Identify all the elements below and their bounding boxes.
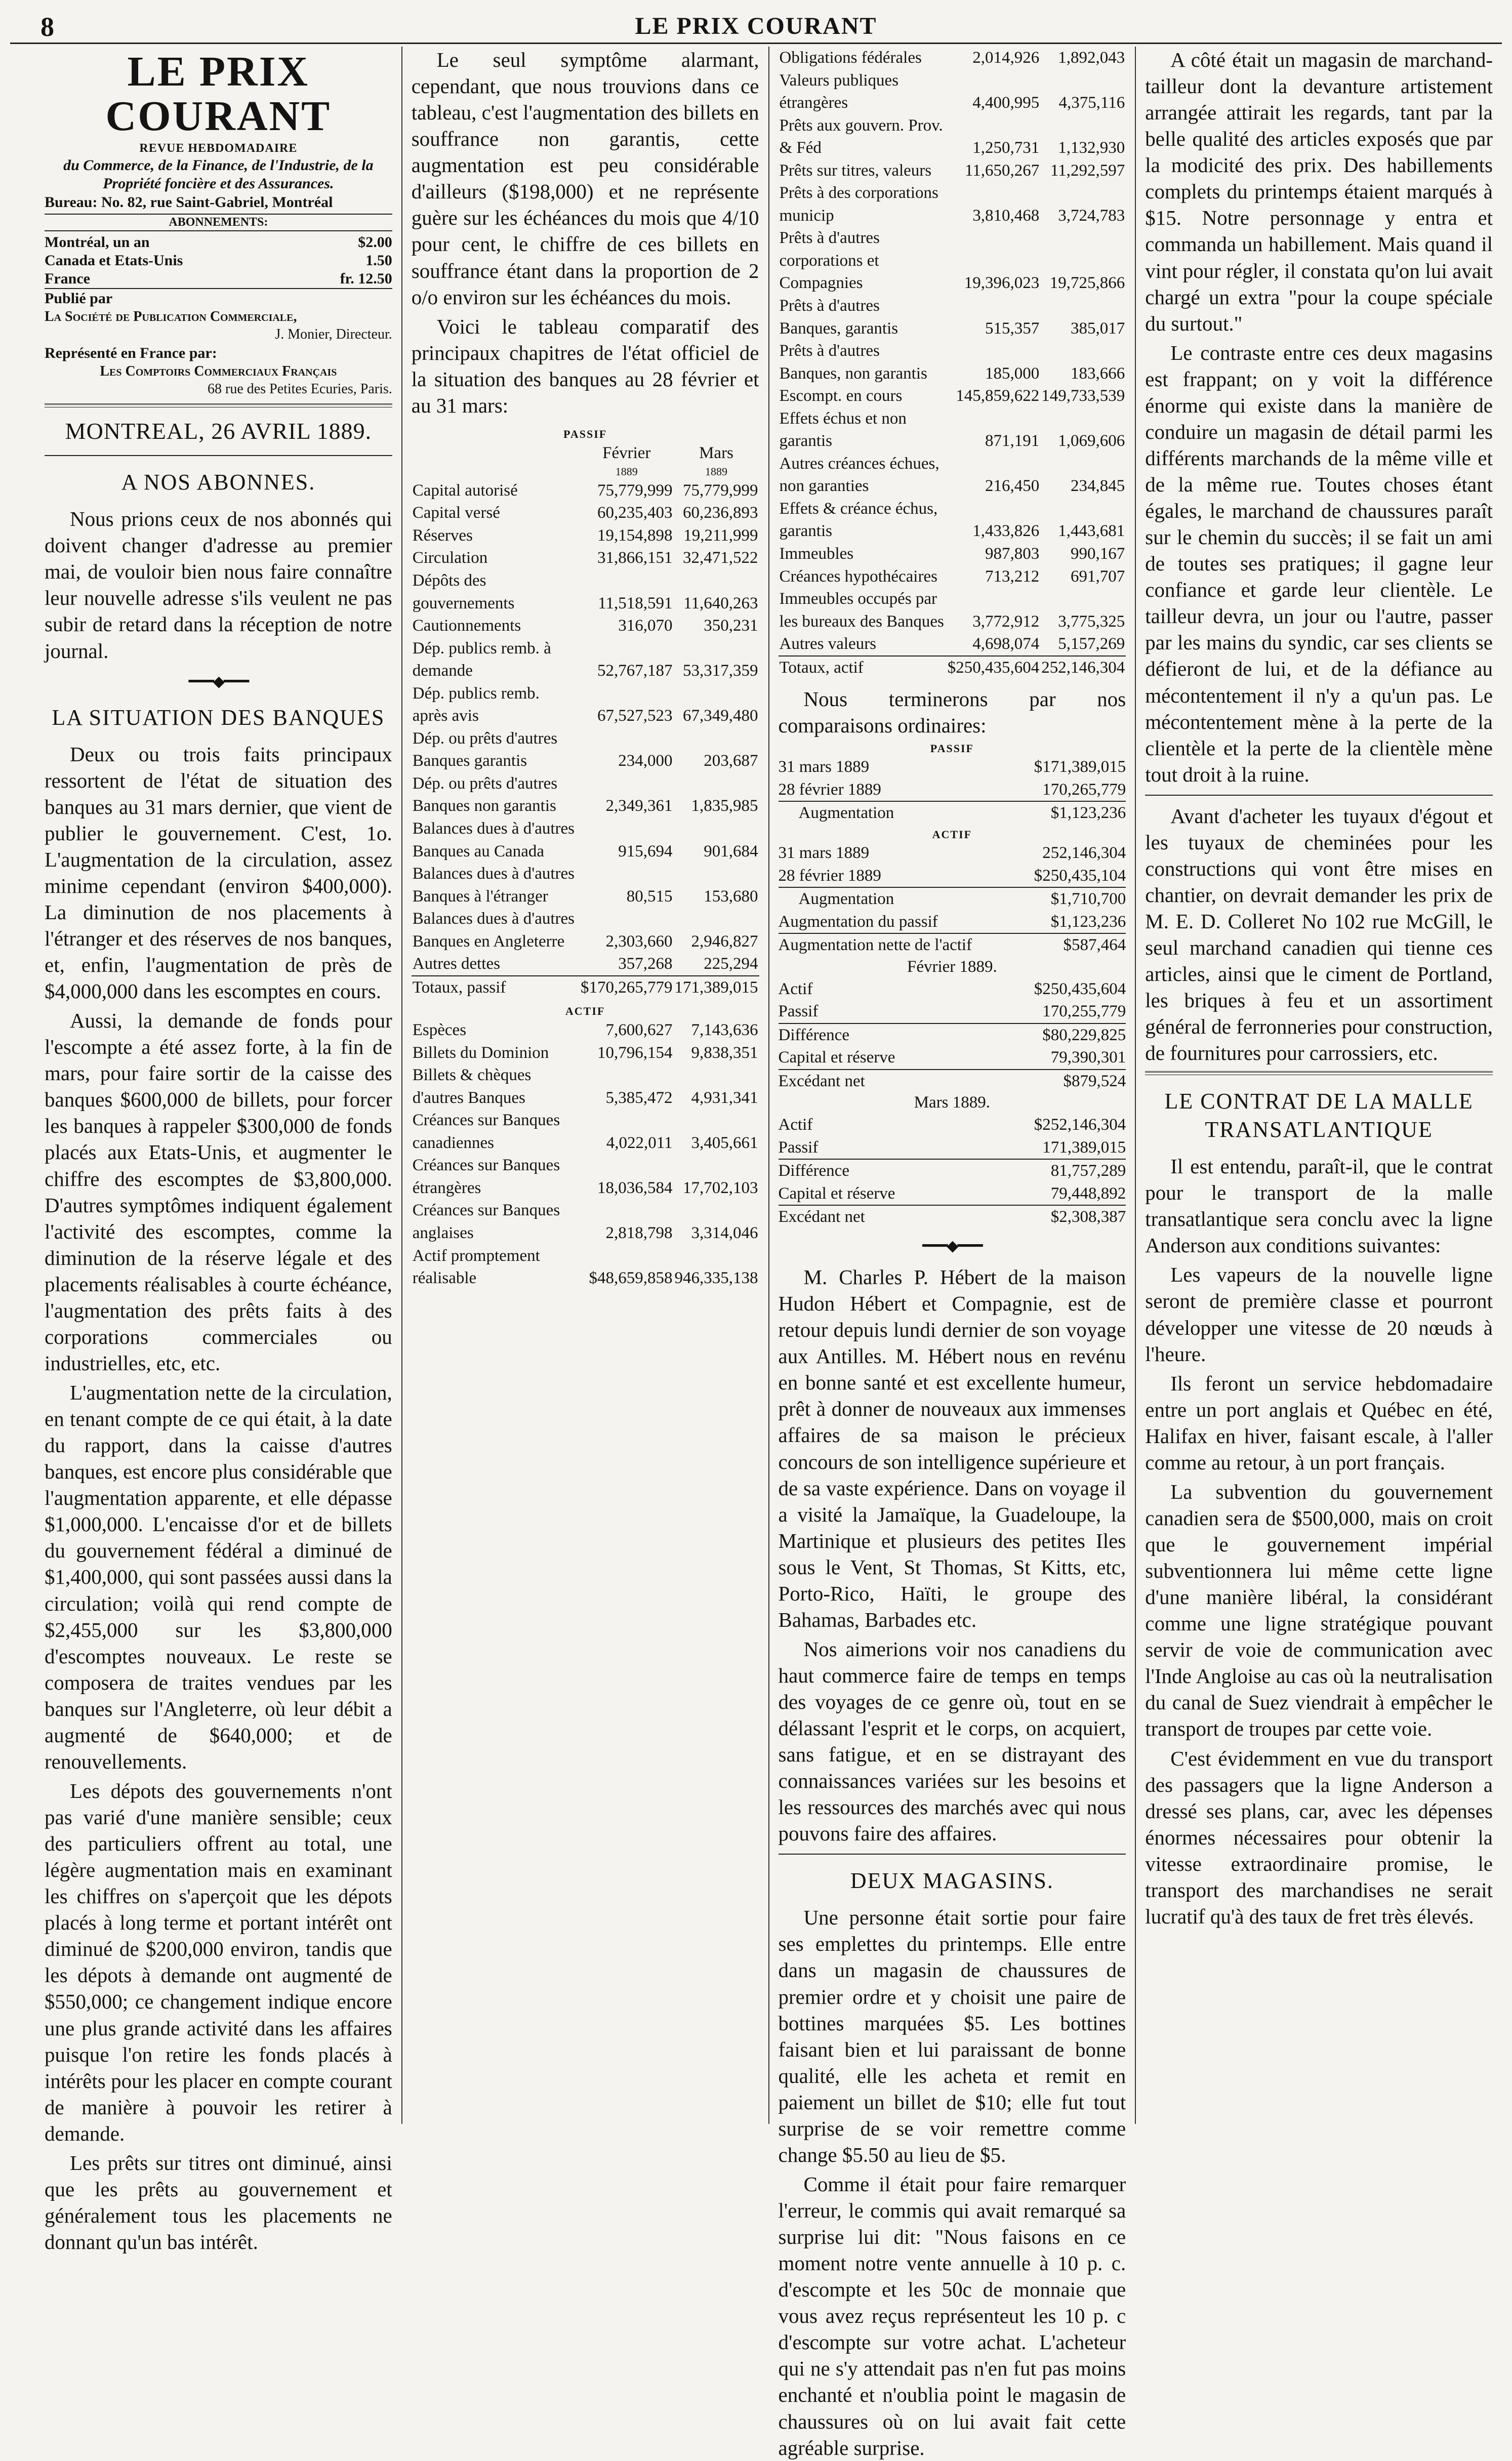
row-value-mar: 1,069,606 [1058, 432, 1125, 450]
row-value-feb: 145,859,622 [956, 387, 1040, 405]
row-value-feb: 234,000 [618, 752, 673, 770]
col-header-feb: Février [602, 443, 651, 462]
row-label: Prêts à d'autres Banques, non garantis [779, 342, 927, 383]
row-label: Immeubles [779, 545, 854, 563]
row-value-feb: 2,303,660 [605, 932, 673, 951]
table-row [412, 637, 759, 682]
row-label: Espèces [412, 1021, 467, 1040]
row-value-feb: 2,349,361 [605, 797, 673, 815]
row-value-mar: 1,892,043 [1058, 49, 1125, 67]
row-label: Prêts à d'autres Banques, garantis [779, 297, 898, 338]
actif-total-row: Totaux, actif $250,435,604 252,146,304 [779, 656, 1126, 679]
bank-table [412, 422, 759, 1290]
table-row [779, 407, 1126, 453]
france-rep-label: Représenté en France par: [45, 344, 217, 361]
cmp-row: Augmentation du passif $1,123,236 [778, 912, 1126, 931]
table-row [779, 385, 1126, 407]
row-label: Billets & chèques d'autres Banques [412, 1066, 532, 1107]
actif-label: ACTIF [565, 1005, 605, 1018]
row-label: Prêts aux gouvern. Prov. & Féd [779, 116, 943, 157]
row-label: Créances sur Banques canadiennes [412, 1111, 560, 1152]
row-label: Dép. publics remb. à demande [412, 639, 551, 680]
row-label: Prêts à d'autres corporations et Compagnies [779, 229, 880, 293]
row-label: Dép. ou prêts d'autres Banques garantis [412, 729, 558, 770]
running-head [10, 7, 1502, 44]
row-label: Actif promptement réalisable [412, 1246, 540, 1288]
row-value-feb: 19,396,023 [964, 274, 1040, 293]
table-row [779, 588, 1126, 633]
rate-row: Canada et Etats-Unis 1.50 [45, 252, 392, 269]
row-value-mar: 60,236,893 [683, 504, 758, 522]
comparaisons: PASSIF 31 mars 1889 $171,389,015 28 février 1889 170,265,779 Augmentation $1,123,236 ACTIF 31 mars 1889 252,146,304 28 février 1889 $250,435,104 Augmentation $1,710,700 Augmentation du passif $1,123,236 Augmentation nette de l'actif $587,464 Février 1889. Actif $250,435,604 Passif 170,255,779 Différence $80,229,825 Capital et réserve 79,390,301 Excédant net $879,524 Mars 1889. Actif $252,146,304 Passif 171,389,015 Différence 81,757,289 Capital et réserve 79,448,892 Excédant net $2,308,387 [779, 742, 1126, 1228]
row-value-feb: 75,779,999 [597, 481, 673, 500]
divider [1145, 795, 1493, 796]
table-row [412, 727, 759, 772]
col-header-mar: Mars [699, 443, 733, 462]
row-value-feb: 871,191 [985, 432, 1040, 450]
row-value-mar: 350,231 [704, 617, 758, 635]
malle-paragraph: Les vapeurs de la nouvelle ligne seront de première classe et pourront développer une vitesse de 20 nœuds à l'heure. [1145, 1263, 1493, 1366]
cmp-row: Actif $252,146,304 [778, 1116, 1126, 1134]
row-label: Réserves [412, 526, 473, 545]
row-value-mar: 385,017 [1071, 319, 1125, 338]
row-value-mar: 149,733,539 [1041, 387, 1125, 405]
row-value-feb: 987,803 [985, 545, 1040, 563]
row-value-mar: 2,946,827 [691, 932, 758, 951]
table-row [412, 1109, 759, 1154]
row-label: Balances dues à d'autres Banques au Canada [412, 819, 575, 860]
row-value-mar: 183,666 [1071, 364, 1125, 383]
row-value-feb: 2,818,798 [605, 1223, 673, 1242]
publisher-label: Publié par [45, 288, 392, 308]
page-number: 8 [40, 12, 54, 42]
banques-paragraph: Aussi, la demande de fonds pour l'escompte a été assez forte, à la fin de mars, pour faire sortir de la caisse des banques $600,000 de billets, pour forcer les banques à rappeler $300,000 de fonds placés aux Etats-Unis, et augmenter le chiffre des escomptes de $3,800,000. D'autres symptômes indiquent également l'activité des escomptes, comme la diminution de la réserve légale et des placements réalisables à courte échéance, l'augmentation des prêts faits à des corporations commerciales ou industrielles, etc, etc. [45, 1009, 392, 1375]
table-row [779, 47, 1126, 69]
row-value-mar: 3,775,325 [1058, 612, 1125, 631]
row-value-feb: 7,600,627 [605, 1021, 673, 1040]
row-value-mar: 3,724,783 [1058, 206, 1125, 225]
row-value-feb: 3,772,912 [972, 612, 1040, 631]
table-row [412, 1019, 759, 1042]
cmp-row: Augmentation $1,710,700 [779, 887, 1126, 911]
table-row [779, 453, 1126, 498]
cmp-row: Capital et réserve 79,448,892 [778, 1184, 1126, 1203]
row-value-mar: 32,471,522 [683, 549, 758, 567]
row-label: Immeubles occupés par les bureaux des Banques [779, 590, 944, 631]
table-row [779, 543, 1126, 565]
row-value-mar: 17,702,103 [683, 1178, 758, 1197]
divider [779, 1854, 1126, 1855]
row-label: Autres dettes [412, 955, 500, 973]
divider [45, 455, 392, 456]
cmp-row: Actif $250,435,604 [778, 979, 1126, 998]
france-address: 68 rue des Petites Ecuries, Paris. [208, 381, 392, 397]
row-value-feb: 515,357 [985, 319, 1040, 338]
row-label: Autres créances échues, non garanties [779, 454, 939, 496]
row-value-mar: 9,838,351 [691, 1043, 758, 1062]
table-row [412, 908, 759, 953]
row-value-mar: 19,211,999 [683, 526, 758, 545]
banques-paragraph: Deux ou trois faits principaux ressortent de l'état de situation des banques au 31 mars dernier, que vient de publier le gouvernement. C'est, 1o. L'augmentation de la circulation, assez minime cependant (environ $400,000). La diminution de nos placements à l'étranger et des réserves de nos banques, et, enfin, l'augmentation de près de $4,000,000 dans les escomptes en cours. [45, 742, 392, 1003]
row-value-feb: 4,022,011 [606, 1133, 673, 1152]
row-value-feb: 316,070 [618, 617, 673, 635]
row-label: Billets du Dominion [412, 1043, 549, 1062]
row-value-feb: 19,154,898 [597, 526, 673, 545]
row-value-mar: 7,143,636 [691, 1021, 758, 1040]
banques-paragraph: Les prêts sur titres ont diminué, ainsi que les prêts au gouvernement et généralement tous les placements ne donnant qu'un bas intérêt. [45, 2151, 392, 2254]
columns [35, 47, 1502, 2459]
table-row [412, 817, 759, 863]
row-value-mar: 234,845 [1071, 477, 1125, 496]
masthead-subtitle: REVUE HEBDOMADAIRE [139, 142, 298, 155]
table-row [779, 182, 1126, 227]
magasins-heading: DEUX MAGASINS. [850, 1868, 1054, 1894]
row-value-mar: 75,779,999 [683, 481, 758, 500]
row-label: Dép. publics remb. après avis [412, 684, 540, 725]
magasins-paragraph: Comme il était pour faire remarquer l'erreur, le commis qui avait remarqué sa surprise lui dit: "Nous faisons en ce moment notre vente annuelle à 10 p. c. d'escompte et les 50c de monnaie que vous avez reçus représenteut les 10 p. c d'escompte sur votre achat. L'acheteur qui ne s'y attendait pas n'en fut pas moins enchanté et n'oublia point le magasin de chaussures où on lui avait fait cette agréable surprise. [778, 2172, 1126, 2459]
table-row [779, 633, 1126, 656]
row-label: Créances sur Banques anglaises [412, 1201, 560, 1242]
banques-paragraph: Voici le tableau comparatif des principaux chapitres de l'état officiel de la situation des banques au 28 février et au 31 mars: [411, 314, 759, 417]
ornament-divider: ━━━◆━━━ [188, 673, 249, 690]
cmp-row: Excédant net $2,308,387 [779, 1205, 1126, 1228]
rate-row: France fr. 12.50 [45, 270, 392, 287]
banques-heading: LA SITUATION DES BANQUES [52, 705, 385, 730]
cmp-row: Passif 171,389,015 [778, 1138, 1126, 1157]
masthead-description: du Commerce, de la Finance, de l'Industrie, de la Propriété foncière et des Assurances. [63, 156, 374, 192]
table-row [779, 340, 1126, 385]
table-row [412, 953, 759, 976]
banques-paragraph: L'augmentation nette de la circulation, en tenant compte de ce qui était, à la date du rapport, dans la caisse d'autres banques, est encore plus considérable que l'augmentation apparente, et elle dépasse $1,000,000. L'encaisse d'or et de billets du gouvernement fédéral a diminué de $1,400,000, qui sont passées aussi dans la circulation; voilà qui rend compte de $2,455,000 sur les $3,800,000 d'escomptes nouveaux. Le reste se composera de traites vendues par les banques sur l'Angleterre, où leur débit a augmenté de $640,000; et de renouvellements. [45, 1381, 392, 1773]
row-label: Obligations fédérales [779, 49, 922, 67]
abonnements-label: ABONNEMENTS: [45, 214, 392, 231]
table-row [412, 682, 759, 727]
masthead [45, 50, 392, 398]
cmp-row: 31 mars 1889 252,146,304 [778, 843, 1126, 862]
table-row [779, 159, 1126, 182]
row-value-feb: 18,036,584 [597, 1178, 673, 1197]
bank-table-continued [779, 47, 1126, 679]
row-value-mar: 225,294 [704, 955, 758, 973]
row-value-mar: 4,931,341 [691, 1088, 758, 1107]
row-label: Capital autorisé [412, 481, 518, 500]
row-value-feb: 713,212 [985, 567, 1040, 586]
table-row [412, 614, 759, 637]
row-label: Effets échus et non garantis [779, 409, 907, 450]
magasins-paragraph: A côté était un magasin de marchand-tailleur dont la devanture artistement arrangée attirait les regards, tant par la belle qualité des articles exposés que par la modicité des prix. Des habillements complets du printemps étaient marqués à $15. Notre personnage y entra et commanda un habillement. Mais quand il vint pour régler, il constata qu'on lui avait chargé un extra "pour la coupe spéciale du surtout." [1145, 48, 1493, 335]
masthead-title: LE PRIX COURANT [105, 48, 332, 140]
tuyaux-body: Avant d'acheter les tuyaux d'égout et les tuyaux de cheminées pour les constructions qui vont être mises en chantier, on devrait demander les prix de M. E. D. Colleret No 102 rue McGill, le seul marchand canadien qui tienne ces articles, ainsi que le ciment de Portland, les briques à feu et un assortiment général de ferronneries pour construction, de fournitures pour carrossiers, etc. [1145, 804, 1493, 1065]
publisher: La Société de Publication Commerciale, [45, 309, 297, 325]
row-value-mar: 1,835,985 [691, 797, 758, 815]
malle-paragraph: Il est entendu, paraît-il, que le contrat pour le transport de la malle transatlantique sera conclu avec la ligne Anderson aux conditions suivantes: [1145, 1155, 1493, 1257]
table-row [412, 1042, 759, 1064]
abonnes-heading: A NOS ABONNES. [121, 470, 316, 495]
table-row [412, 479, 759, 502]
row-value-mar: 11,292,597 [1050, 161, 1125, 180]
row-value-feb: 216,450 [985, 477, 1040, 496]
malle-paragraph: La subvention du gouvernement canadien sera de $500,000, mais on croit que le gouvernement impérial subventionnera lui même cette ligne d'une manière libéral, la considérant comme une ligne stratégique pouvant servir de voie de communication avec l'Inde Angloise au cas où la neutralisation du canal de Suez viendrait à empêcher le transport de troupes par cette voie. [1145, 1480, 1493, 1741]
row-label: Dépôts des gouvernements [412, 571, 515, 612]
row-value-feb: 31,866,151 [597, 549, 673, 567]
magasins-paragraph: Le contraste entre ces deux magasins est frappant; on y voit la différence énorme qui existe dans la manière de conduire un magasin de détail parmi les différents marchands de la même ville et de la même rue. Toutes choses étant égales, le marchand de chaussures paraît sur le chemin du succès; il se fait un ami de toutes ses pratiques; il gagne leur confiance et garde leur clientèle. Le tailleur devra, un jour ou l'autre, passer par les mains du syndic, car ses clients se défieront de lui, et de la défiance au mécontentement il n'y a qu'un pas. Le mécontentement mène à la perte de la clientèle et la perte de la clientèle mène tout droit à la ruine. [1145, 341, 1493, 786]
row-value-feb: 11,518,591 [598, 594, 673, 612]
table-row [779, 69, 1126, 114]
malle-paragraph: Ils feront un service hebdomadaire entre un port anglais et Québec en été, Halifax en hiver, faisant escale, à l'aller comme au retour, à un port français. [1145, 1371, 1493, 1474]
hebert-paragraph: Nos aimerions voir nos canadiens du haut commerce faire de temps en temps des voyages de ce genre où, tout en se délassant l'esprit et le corps, on acquiert, sans fatigue, et en se distrayant des connaissances variées sur les besoins et les ressources des marchés avec qui nous pouvons faire des affaires. [778, 1637, 1126, 1845]
row-label: Circulation [412, 549, 488, 567]
cmp-row: Excédant net $879,524 [779, 1069, 1126, 1093]
cmp-row: Différence $80,229,825 [779, 1023, 1126, 1047]
comparaisons-intro: Nous terminerons par nos comparaisons ordinaires: [778, 687, 1126, 737]
ornament-divider: ━━━◆━━━ [922, 1237, 982, 1254]
column-2 [402, 47, 769, 2124]
column-3 [769, 47, 1136, 2459]
row-value-mar: 3,405,661 [691, 1133, 758, 1152]
cmp-row: Différence 81,757,289 [779, 1159, 1126, 1182]
masthead-bureau: Bureau: No. 82, rue Saint-Gabriel, Montréal [45, 193, 333, 211]
row-label: Valeurs publiques étrangères [779, 71, 899, 112]
running-title: LE PRIX COURANT [635, 13, 877, 39]
france-rep: Les Comptoirs Commerciaux Français [100, 363, 337, 380]
cmp-row: Passif 170,255,779 [778, 1002, 1126, 1021]
row-value-feb: 67,527,523 [597, 707, 673, 725]
abonnes-body: Nous prions ceux de nos abonnés qui doivent changer d'adresse au premier mai, de vouloir bien nous faire connaître leur nouvelle adresse s'ils veulent ne pas subir de retard dans la réception de notre journal. [45, 507, 392, 663]
row-value-mar: 53,317,359 [683, 662, 758, 680]
cmp-row: 31 mars 1889 $171,389,015 [778, 758, 1126, 776]
table-row [412, 569, 759, 614]
row-value-feb: 4,400,995 [972, 94, 1040, 112]
row-value-feb: 915,694 [618, 842, 673, 860]
row-value-mar: 11,640,263 [683, 594, 758, 612]
column-4 [1136, 47, 1502, 2124]
table-row [412, 1245, 759, 1290]
row-value-feb: 52,767,187 [597, 662, 673, 680]
malle-paragraph: C'est évidemment en vue du transport des passagers que la ligne Anderson a dressé ses plans, car, avec les dépenses énormes nécessaires pour obtenir la vitesse extraordinaire promise, le transport des marchandises ne serait lucratif qu'à des taux de fret très élevés. [1145, 1746, 1493, 1928]
row-value-mar: 1,443,681 [1058, 522, 1125, 541]
row-value-feb: 185,000 [985, 364, 1040, 383]
dateline: MONTREAL, 26 AVRIL 1889. [65, 418, 372, 444]
row-value-mar: 901,684 [704, 842, 758, 860]
cmp-row: 28 février 1889 170,265,779 [778, 780, 1126, 799]
row-label: Autres valeurs [779, 635, 877, 653]
row-value-mar: 67,349,480 [683, 707, 758, 725]
table-row [412, 502, 759, 524]
divider [1145, 1071, 1493, 1075]
table-row [412, 1154, 759, 1199]
row-value-feb: 1,433,826 [972, 522, 1040, 541]
row-value-feb: 5,385,472 [605, 1088, 673, 1107]
row-label: Balances dues à d'autres Banques en Angleterre [412, 910, 575, 951]
row-label: Créances hypothécaires [779, 567, 937, 586]
col-year-feb: 1889 [615, 465, 638, 478]
row-value-feb: 10,796,154 [597, 1043, 673, 1062]
table-row [412, 863, 759, 908]
table-row [779, 565, 1126, 588]
row-value-feb: 2,014,926 [972, 49, 1040, 67]
row-value-feb: 3,810,468 [972, 206, 1040, 225]
row-value-feb: 80,515 [626, 887, 673, 906]
cmp-row: Augmentation nette de l'actif $587,464 [779, 933, 1126, 957]
row-value-mar: 4,375,116 [1058, 94, 1125, 112]
row-value-feb: 357,268 [618, 955, 673, 973]
row-value-mar: 203,687 [704, 752, 758, 770]
row-label: Capital versé [412, 504, 500, 522]
row-value-mar: 990,167 [1071, 545, 1125, 563]
cmp-row: Augmentation $1,123,236 [779, 801, 1126, 825]
rate-row: Montréal, un an $2.00 [45, 233, 392, 251]
table-row [779, 114, 1126, 159]
row-value-feb: 11,650,267 [964, 161, 1040, 180]
table-row [779, 227, 1126, 295]
row-label: Prêts à des corporations municip [779, 184, 938, 225]
col-year-mar: 1889 [705, 465, 727, 478]
table-row [779, 498, 1126, 543]
director: J. Monier, Directeur. [275, 326, 392, 343]
row-label: Créances sur Banques étrangères [412, 1156, 560, 1197]
row-value-feb: 60,235,403 [597, 504, 673, 522]
passif-total-row: Totaux, passif $170,265,779 171,389,015 [412, 976, 759, 999]
row-label: Escompt. en cours [779, 387, 903, 405]
table-row [412, 1199, 759, 1244]
table-row [779, 295, 1126, 340]
malle-heading: LE CONTRAT DE LA MALLE TRANSATLANTIQUE [1164, 1089, 1474, 1142]
magasins-paragraph: Une personne était sortie pour faire ses emplettes du printemps. Elle entre dans un magasin de chaussures de premier ordre et y choisit une paire de bottines marquées $5. Les bottines faisant bien et lui paraissant de bonne qualité, elle les acheta et remit en paiement un billet de $10; elle fut tout surprise de se voir remettre comme change $5.50 au lieu de $5. [778, 1906, 1126, 2166]
row-value-feb: 1,250,731 [972, 139, 1040, 157]
row-value-mar: 1,132,930 [1058, 139, 1125, 157]
row-label: Prêts sur titres, valeurs [779, 161, 932, 180]
row-value-mar: 5,157,269 [1058, 635, 1125, 653]
column-1 [35, 47, 402, 2254]
cmp-row: 28 février 1889 $250,435,104 [778, 866, 1126, 885]
row-value-mar: 946,335,138 [674, 1269, 758, 1288]
row-label: Dép. ou prêts d'autres Banques non garantis [412, 774, 558, 815]
hebert-paragraph: M. Charles P. Hébert de la maison Hudon Hébert et Compagnie, est de retour depuis lundi dernier de son voyage aux Antilles. M. Hébert nous en revénu en bonne santé et est excellente humeur, prêt à donner de nouveaux aux immenses affaires de sa maison le précieux concours de son intelligence supérieure et de sa vaste expérience. Dans on voyage il a visité la Jamaïque, la Guadeloupe, la Martinique et plusieurs des petites Iles sous le Vent, St Thomas, St Kitts, etc, Porto-Rico, Haïti, le groupe des Bahamas, Barbades etc. [778, 1265, 1126, 1631]
row-value-mar: 3,314,046 [691, 1223, 758, 1242]
table-row [412, 1064, 759, 1109]
row-value-feb: $48,659,858 [589, 1269, 673, 1288]
row-label: Cautionnements [412, 617, 521, 635]
banques-paragraph: Le seul symptôme alarmant, cependant, que nous trouvions dans ce tableau, c'est l'augmentation des billets en souffrance non garantis, cette augmentation est peu considérable d'ailleurs ($198,000) et ne représente guère sur les échéances du mois que 4/10 pour cent, le chiffre de ces billets en souffrance étant dans la proportion de 2 o/o environ sur les échéances du mois. [411, 48, 759, 309]
table-row [412, 772, 759, 817]
row-value-mar: 153,680 [704, 887, 758, 906]
row-value-feb: 4,698,074 [972, 635, 1040, 653]
row-value-mar: 19,725,866 [1049, 274, 1125, 293]
table-row [412, 547, 759, 569]
passif-label: PASSIF [563, 427, 607, 440]
row-value-mar: 691,707 [1071, 567, 1125, 586]
row-label: Balances dues à d'autres Banques à l'étranger [412, 865, 575, 906]
masthead-rule [45, 403, 392, 407]
row-label: Effets & créance échus, garantis [779, 499, 938, 541]
table-row [412, 524, 759, 547]
banques-paragraph: Les dépots des gouvernements n'ont pas varié d'une manière sensible; ceux des particuliers offrent au total, une légère augmentation mais en examinant les chiffres on s'aperçoit que les dépots placés à long terme et portant intérêt ont diminué de $200,000 environ, tandis que les dépots à demande ont augmenté de $550,000; ce changement indique encore une plus grande activité dans les affaires puisque l'on retire les fonds placés à intérêts pour les placer en compte courant de manière à pouvoir les retirer à demande. [45, 1779, 392, 2145]
cmp-row: Capital et réserve 79,390,301 [778, 1048, 1126, 1067]
